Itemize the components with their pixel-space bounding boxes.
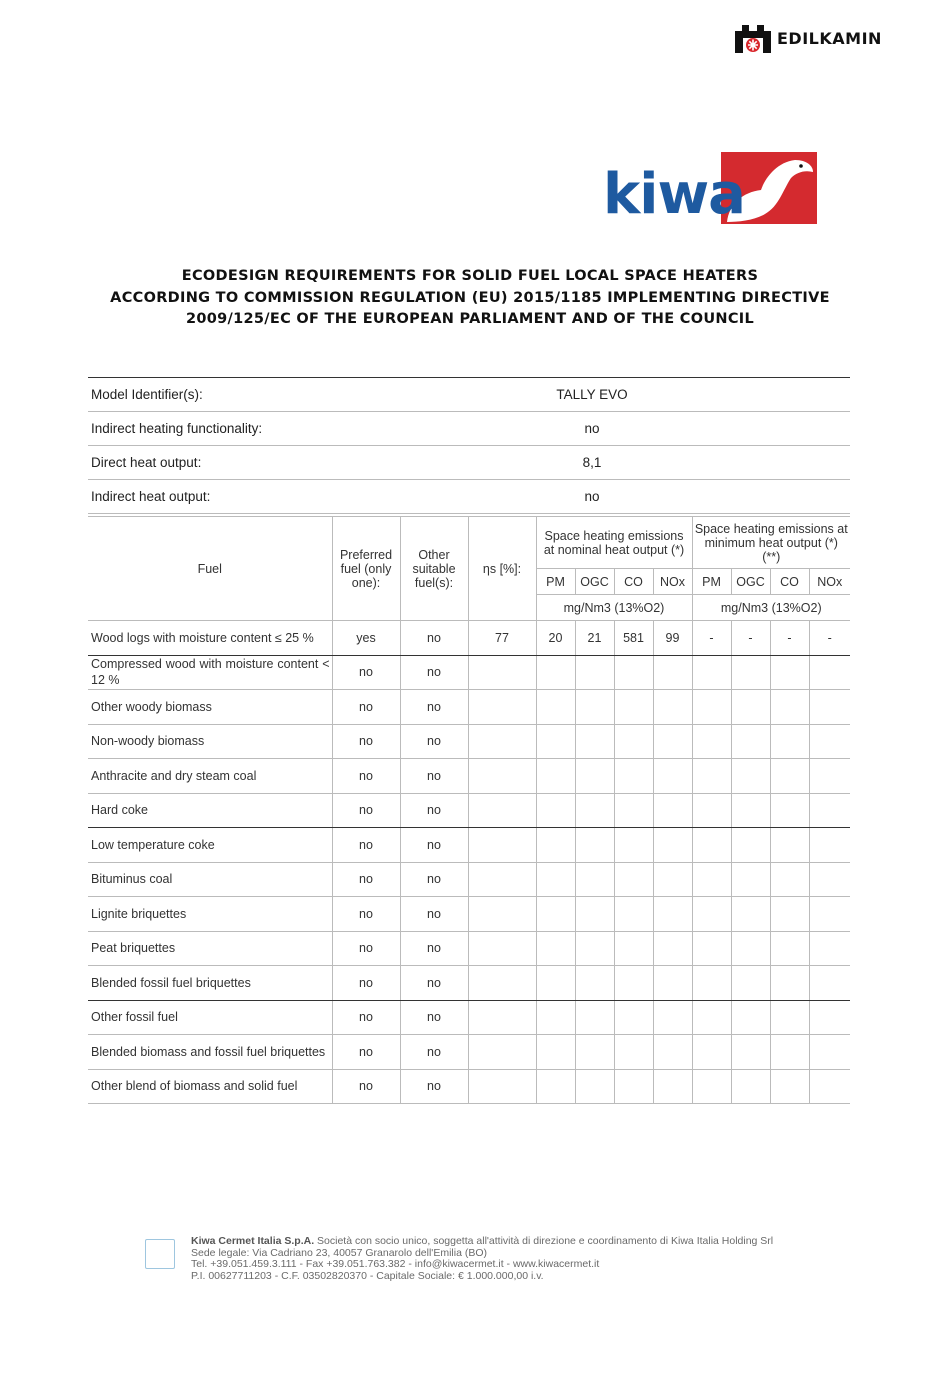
- fuel-cell-co-min: [770, 690, 809, 725]
- header-minimum: Space heating emissions at minimum heat output (*) (**): [692, 517, 850, 569]
- fuel-cell-pm-min: [692, 966, 731, 1001]
- header-ogc: OGC: [731, 569, 770, 595]
- fuel-cell-co-min: [770, 759, 809, 794]
- fuel-cell-nox-min: [809, 690, 850, 725]
- footer-company: Kiwa Cermet Italia S.p.A.: [191, 1235, 315, 1247]
- fuel-cell-pm-nom: [536, 931, 575, 966]
- fuel-row: [88, 621, 850, 656]
- fuel-row: [88, 759, 850, 794]
- fuel-cell-eta: 77: [468, 621, 536, 656]
- fuel-cell-nox-min: [809, 966, 850, 1001]
- fuel-cell-pm-min: [692, 862, 731, 897]
- header-co: CO: [614, 569, 653, 595]
- fuel-cell-ogc-min: [731, 897, 770, 932]
- fuel-row: [88, 1035, 850, 1070]
- header-nominal: Space heating emissions at nominal heat output (*): [536, 517, 692, 569]
- fuel-cell-preferred: yes: [332, 621, 400, 656]
- fuel-cell-pm-min: [692, 1035, 731, 1070]
- fuel-cell-ogc-min: [731, 1069, 770, 1104]
- fuel-cell-pm-min: [692, 724, 731, 759]
- fuel-cell-pm-nom: [536, 724, 575, 759]
- fuel-cell-co-min: [770, 655, 809, 690]
- fuel-cell-pm-min: [692, 690, 731, 725]
- fuel-cell-eta: [468, 1069, 536, 1104]
- fuel-cell-preferred: no: [332, 759, 400, 794]
- fuel-cell-co-nom: [614, 931, 653, 966]
- fuel-cell-ogc-min: [731, 1035, 770, 1070]
- fuel-cell-nox-nom: [653, 828, 692, 863]
- fuel-name: Wood logs with moisture content ≤ 25 %: [88, 621, 332, 656]
- fuel-cell-ogc-min: [731, 724, 770, 759]
- header-unit: mg/Nm3 (13%O2): [536, 595, 692, 621]
- fuel-cell-pm-min: [692, 931, 731, 966]
- fuel-cell-co-min: [770, 1069, 809, 1104]
- fuel-cell-co-min: [770, 931, 809, 966]
- fuel-row: [88, 793, 850, 828]
- fuel-row: [88, 931, 850, 966]
- fuel-cell-co-nom: [614, 724, 653, 759]
- fuel-cell-other: no: [400, 655, 468, 690]
- fuel-cell-nox-nom: 99: [653, 621, 692, 656]
- header-pm: PM: [536, 569, 575, 595]
- fuel-cell-nox-nom: [653, 1069, 692, 1104]
- fuel-cell-ogc-nom: [575, 862, 614, 897]
- fuel-cell-co-nom: [614, 862, 653, 897]
- info-value: TALLY EVO: [391, 378, 850, 412]
- fuel-cell-preferred: no: [332, 690, 400, 725]
- fuel-cell-other: no: [400, 862, 468, 897]
- fuel-cell-ogc-min: [731, 1000, 770, 1035]
- fuel-cell-ogc-nom: [575, 828, 614, 863]
- header-unit: mg/Nm3 (13%O2): [692, 595, 850, 621]
- fuel-cell-pm-min: [692, 655, 731, 690]
- fuel-cell-co-min: [770, 1035, 809, 1070]
- fuel-cell-eta: [468, 1000, 536, 1035]
- fuel-cell-ogc-min: [731, 793, 770, 828]
- fuel-cell-ogc-nom: [575, 1000, 614, 1035]
- document-title: [90, 266, 850, 331]
- fuel-cell-pm-nom: [536, 793, 575, 828]
- footer-line: Società con socio unico, soggetta all'attività di direzione e coordinamento di Kiwa Italia Holding Srl: [317, 1235, 774, 1247]
- fuel-cell-pm-min: [692, 828, 731, 863]
- fuel-cell-preferred: no: [332, 897, 400, 932]
- fuel-cell-preferred: no: [332, 966, 400, 1001]
- fuel-cell-pm-min: [692, 1000, 731, 1035]
- fuel-cell-nox-nom: [653, 793, 692, 828]
- footer: [145, 1233, 845, 1303]
- fuel-cell-co-nom: [614, 655, 653, 690]
- fuel-cell-pm-min: [692, 1069, 731, 1104]
- fuel-cell-pm-nom: [536, 828, 575, 863]
- fuel-cell-eta: [468, 862, 536, 897]
- fuel-cell-preferred: no: [332, 1069, 400, 1104]
- fuel-cell-pm-nom: [536, 1069, 575, 1104]
- info-label: Indirect heat output:: [88, 480, 391, 514]
- edilkamin-wordmark: EDILKAMIN: [777, 28, 882, 48]
- fuel-cell-pm-nom: [536, 759, 575, 794]
- fuel-cell-co-min: [770, 1000, 809, 1035]
- fuel-cell-preferred: no: [332, 655, 400, 690]
- header-nox: NOx: [809, 569, 850, 595]
- fuel-cell-co-nom: [614, 966, 653, 1001]
- fuel-cell-ogc-min: [731, 966, 770, 1001]
- header-preferred: Preferred fuel (only one):: [332, 517, 400, 621]
- fuel-cell-other: no: [400, 897, 468, 932]
- info-label: Indirect heating functionality:: [88, 412, 391, 446]
- fuel-name: Anthracite and dry steam coal: [88, 759, 332, 794]
- fuel-cell-ogc-min: [731, 862, 770, 897]
- fuel-cell-ogc-nom: [575, 793, 614, 828]
- fuel-cell-other: no: [400, 1035, 468, 1070]
- fuel-cell-eta: [468, 931, 536, 966]
- info-row: [88, 446, 850, 480]
- fuel-row: [88, 966, 850, 1001]
- fuel-cell-nox-min: [809, 862, 850, 897]
- fuel-cell-ogc-min: [731, 655, 770, 690]
- fuel-cell-ogc-min: [731, 828, 770, 863]
- emissions-table: [88, 516, 850, 1104]
- fuel-cell-co-min: [770, 897, 809, 932]
- fuel-cell-nox-min: -: [809, 621, 850, 656]
- fuel-row: [88, 655, 850, 690]
- fuel-cell-pm-nom: [536, 655, 575, 690]
- fuel-cell-nox-min: [809, 1035, 850, 1070]
- fuel-cell-nox-nom: [653, 759, 692, 794]
- fuel-cell-pm-min: [692, 897, 731, 932]
- fuel-cell-other: no: [400, 759, 468, 794]
- fuel-cell-other: no: [400, 828, 468, 863]
- fuel-cell-pm-nom: 20: [536, 621, 575, 656]
- title-line: ECODESIGN REQUIREMENTS FOR SOLID FUEL LOCAL SPACE HEATERS: [181, 268, 759, 284]
- fuel-cell-co-min: [770, 966, 809, 1001]
- info-value: no: [391, 480, 850, 514]
- fuel-cell-nox-nom: [653, 724, 692, 759]
- fuel-row: [88, 690, 850, 725]
- fuel-cell-nox-min: [809, 655, 850, 690]
- title-line: ACCORDING TO COMMISSION REGULATION (EU) 2015/1185 IMPLEMENTING DIRECTIVE: [110, 289, 830, 306]
- header-ogc: OGC: [575, 569, 614, 595]
- fuel-cell-nox-nom: [653, 1000, 692, 1035]
- fuel-cell-co-min: [770, 724, 809, 759]
- fuel-cell-ogc-min: [731, 759, 770, 794]
- fuel-cell-eta: [468, 966, 536, 1001]
- fuel-cell-co-nom: [614, 828, 653, 863]
- fuel-cell-other: no: [400, 966, 468, 1001]
- fuel-cell-pm-min: [692, 759, 731, 794]
- info-value: no: [391, 412, 850, 446]
- fuel-row: [88, 1000, 850, 1035]
- fuel-cell-other: no: [400, 793, 468, 828]
- info-label: Model Identifier(s):: [88, 378, 391, 412]
- header-co: CO: [770, 569, 809, 595]
- kiwa-logo: [603, 150, 818, 225]
- fuel-cell-ogc-nom: [575, 655, 614, 690]
- fuel-name: Other blend of biomass and solid fuel: [88, 1069, 332, 1104]
- fuel-cell-eta: [468, 793, 536, 828]
- fuel-name: Non-woody biomass: [88, 724, 332, 759]
- fuel-cell-preferred: no: [332, 931, 400, 966]
- fuel-cell-ogc-nom: [575, 966, 614, 1001]
- fuel-cell-ogc-min: -: [731, 621, 770, 656]
- fuel-cell-eta: [468, 1035, 536, 1070]
- fuel-cell-nox-nom: [653, 1035, 692, 1070]
- fuel-cell-co-nom: [614, 1035, 653, 1070]
- fuel-cell-nox-min: [809, 793, 850, 828]
- fuel-cell-pm-nom: [536, 1000, 575, 1035]
- fuel-cell-eta: [468, 655, 536, 690]
- fuel-cell-nox-min: [809, 897, 850, 932]
- fuel-cell-ogc-nom: [575, 759, 614, 794]
- fuel-cell-co-nom: [614, 1000, 653, 1035]
- info-row: [88, 378, 850, 412]
- edilkamin-logo-mark: [733, 21, 773, 55]
- fuel-cell-preferred: no: [332, 793, 400, 828]
- fuel-cell-ogc-nom: [575, 1069, 614, 1104]
- info-value: 8,1: [391, 446, 850, 480]
- fuel-cell-nox-nom: [653, 690, 692, 725]
- fuel-cell-nox-nom: [653, 931, 692, 966]
- fuel-name: Blended biomass and fossil fuel briquettes: [88, 1035, 332, 1070]
- fuel-cell-eta: [468, 828, 536, 863]
- fuel-name: Other woody biomass: [88, 690, 332, 725]
- fuel-row: [88, 862, 850, 897]
- fuel-cell-other: no: [400, 931, 468, 966]
- fuel-cell-co-min: [770, 793, 809, 828]
- fuel-cell-other: no: [400, 621, 468, 656]
- fuel-row: [88, 828, 850, 863]
- fuel-cell-ogc-nom: [575, 1035, 614, 1070]
- fuel-cell-pm-nom: [536, 1035, 575, 1070]
- fuel-cell-co-min: [770, 828, 809, 863]
- fuel-name: Low temperature coke: [88, 828, 332, 863]
- fuel-cell-preferred: no: [332, 862, 400, 897]
- kiwa-footer-icon: [145, 1239, 175, 1269]
- footer-line: Sede legale: Via Cadriano 23, 40057 Granarolo dell'Emilia (BO): [191, 1246, 487, 1259]
- header-other: Other suitable fuel(s):: [400, 517, 468, 621]
- fuel-cell-co-nom: 581: [614, 621, 653, 656]
- fuel-cell-co-nom: [614, 793, 653, 828]
- fuel-cell-eta: [468, 759, 536, 794]
- fuel-name: Bituminus coal: [88, 862, 332, 897]
- fuel-cell-other: no: [400, 1069, 468, 1104]
- fuel-cell-nox-nom: [653, 655, 692, 690]
- fuel-cell-preferred: no: [332, 828, 400, 863]
- fuel-cell-nox-min: [809, 828, 850, 863]
- fuel-cell-nox-min: [809, 931, 850, 966]
- fuel-cell-pm-nom: [536, 690, 575, 725]
- header-nox: NOx: [653, 569, 692, 595]
- header-eta: ηs [%]:: [468, 517, 536, 621]
- fuel-cell-pm-nom: [536, 897, 575, 932]
- fuel-cell-nox-min: [809, 759, 850, 794]
- fuel-cell-nox-nom: [653, 966, 692, 1001]
- fuel-name: Compressed wood with moisture content < 12 %: [88, 655, 332, 690]
- fuel-cell-ogc-nom: 21: [575, 621, 614, 656]
- fuel-cell-nox-min: [809, 1069, 850, 1104]
- fuel-cell-ogc-nom: [575, 724, 614, 759]
- fuel-cell-co-nom: [614, 1069, 653, 1104]
- fuel-cell-nox-min: [809, 724, 850, 759]
- info-row: [88, 412, 850, 446]
- footer-line: Tel. +39.051.459.3.111 - Fax +39.051.763.382 - info@kiwacermet.it - www.kiwacermet.it: [191, 1258, 600, 1271]
- fuel-cell-preferred: no: [332, 724, 400, 759]
- kiwa-wordmark: kiwa: [603, 162, 745, 227]
- header-fuel: Fuel: [88, 517, 332, 621]
- fuel-cell-co-nom: [614, 690, 653, 725]
- fuel-cell-co-min: -: [770, 621, 809, 656]
- product-info-table: [88, 377, 850, 514]
- fuel-cell-eta: [468, 897, 536, 932]
- fuel-cell-nox-min: [809, 1000, 850, 1035]
- footer-line: P.I. 00627711203 - C.F. 03502820370 - Capitale Sociale: € 1.000.000,00 i.v.: [191, 1270, 544, 1283]
- fuel-cell-other: no: [400, 690, 468, 725]
- edilkamin-logo: [733, 20, 918, 56]
- fuel-name: Lignite briquettes: [88, 897, 332, 932]
- fuel-cell-nox-nom: [653, 862, 692, 897]
- fuel-cell-preferred: no: [332, 1035, 400, 1070]
- header-pm: PM: [692, 569, 731, 595]
- info-row: [88, 480, 850, 514]
- fuel-name: Hard coke: [88, 793, 332, 828]
- fuel-cell-eta: [468, 690, 536, 725]
- fuel-cell-eta: [468, 724, 536, 759]
- fuel-cell-pm-nom: [536, 966, 575, 1001]
- fuel-cell-co-nom: [614, 759, 653, 794]
- fuel-cell-ogc-nom: [575, 931, 614, 966]
- title-line: 2009/125/EC OF THE EUROPEAN PARLIAMENT AND OF THE COUNCIL: [185, 311, 755, 327]
- fuel-cell-ogc-min: [731, 690, 770, 725]
- fuel-name: Peat briquettes: [88, 931, 332, 966]
- fuel-cell-other: no: [400, 724, 468, 759]
- fuel-row: [88, 724, 850, 759]
- fuel-row: [88, 897, 850, 932]
- fuel-cell-ogc-min: [731, 931, 770, 966]
- fuel-cell-co-nom: [614, 897, 653, 932]
- fuel-cell-pm-min: [692, 793, 731, 828]
- fuel-cell-pm-min: -: [692, 621, 731, 656]
- fuel-name: Blended fossil fuel briquettes: [88, 966, 332, 1001]
- fuel-cell-pm-nom: [536, 862, 575, 897]
- fuel-name: Other fossil fuel: [88, 1000, 332, 1035]
- info-label: Direct heat output:: [88, 446, 391, 480]
- fuel-cell-ogc-nom: [575, 897, 614, 932]
- fuel-cell-preferred: no: [332, 1000, 400, 1035]
- footer-text: [191, 1236, 773, 1283]
- fuel-cell-other: no: [400, 1000, 468, 1035]
- fuel-cell-ogc-nom: [575, 690, 614, 725]
- fuel-row: [88, 1069, 850, 1104]
- fuel-cell-nox-nom: [653, 897, 692, 932]
- fuel-cell-co-min: [770, 862, 809, 897]
